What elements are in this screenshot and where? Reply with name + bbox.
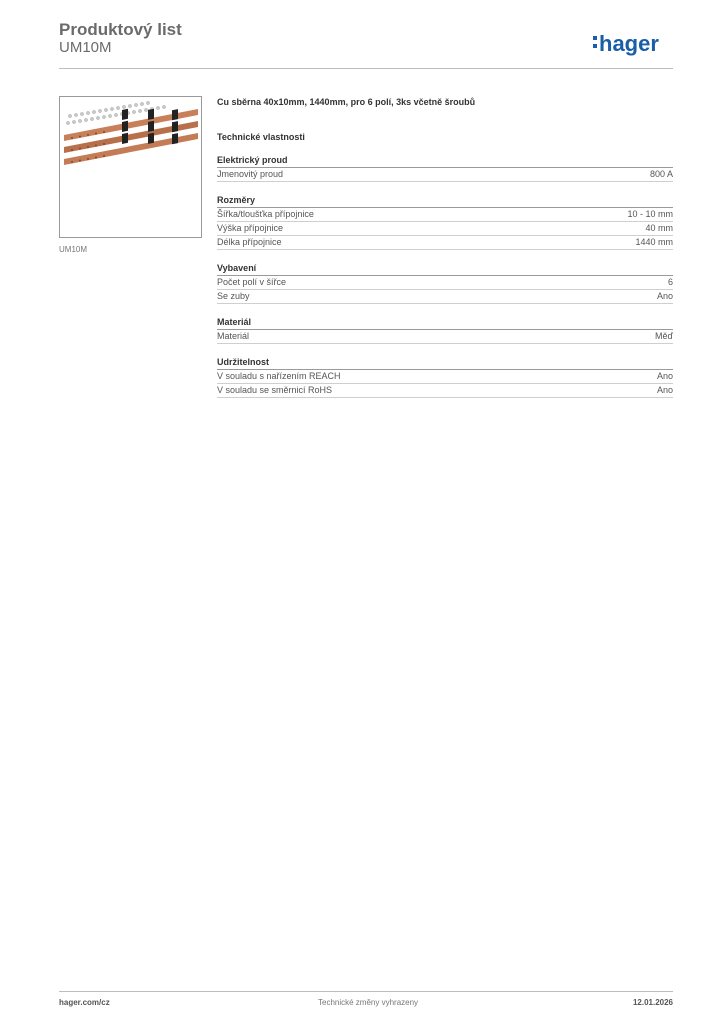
product-image-caption: UM10M [59,245,88,254]
section-title: Elektrický proud [217,154,673,168]
spec-row [217,330,673,344]
spec-section [217,316,673,344]
spec-label: Počet polí v šířce [217,277,287,287]
section-title: Udržitelnost [217,356,673,370]
spec-value: Ano [656,291,673,301]
spec-section [217,262,673,304]
spec-row [217,208,673,222]
product-description: Cu sběrna 40x10mm, 1440mm, pro 6 polí, 3ks včetně šroubů [217,97,476,107]
spec-value: 6 [667,277,673,287]
spec-row [217,236,673,250]
spec-value: Ano [656,371,673,381]
spec-label: V souladu se směrnicí RoHS [217,385,333,395]
spec-row [217,290,673,304]
spec-row [217,222,673,236]
spec-section [217,194,673,250]
technical-properties-heading: Technické vlastnosti [217,132,305,142]
product-code: UM10M [59,39,112,56]
busbar-product-photo [60,97,201,237]
spec-value: 1440 mm [635,237,673,247]
svg-text:hager: hager [599,31,659,56]
spec-value: Měď [654,331,673,341]
spec-value: 40 mm [645,223,673,233]
spec-label: Materiál [217,331,250,341]
spec-label: V souladu s nařízením REACH [217,371,341,381]
hager-logo [593,27,675,61]
spec-value: 800 A [649,169,673,179]
spec-section [217,356,673,398]
spec-label: Jmenovitý proud [217,169,284,179]
spec-row [217,384,673,398]
product-image-frame [59,96,202,238]
spec-row [217,168,673,182]
spec-label: Výška přípojnice [217,223,284,233]
header-divider [59,68,673,69]
spec-row [217,370,673,384]
spec-section [217,154,673,182]
section-title: Rozměry [217,194,673,208]
footer-website-link[interactable]: hager.com/cz [59,998,110,1007]
footer-notice: Technické změny vyhrazeny [318,998,419,1007]
section-title: Materiál [217,316,673,330]
spec-value: Ano [656,385,673,395]
spec-label: Se zuby [217,291,250,301]
section-title: Vybavení [217,262,673,276]
footer-date: 12.01.2026 [632,998,673,1007]
spec-label: Šířka/tloušťka přípojnice [217,209,314,219]
footer-divider [59,991,673,992]
document-title: Produktový list [59,20,182,39]
spec-label: Délka přípojnice [217,237,282,247]
spec-content [217,96,673,398]
spec-row [217,276,673,290]
spec-value: 10 - 10 mm [627,209,673,219]
